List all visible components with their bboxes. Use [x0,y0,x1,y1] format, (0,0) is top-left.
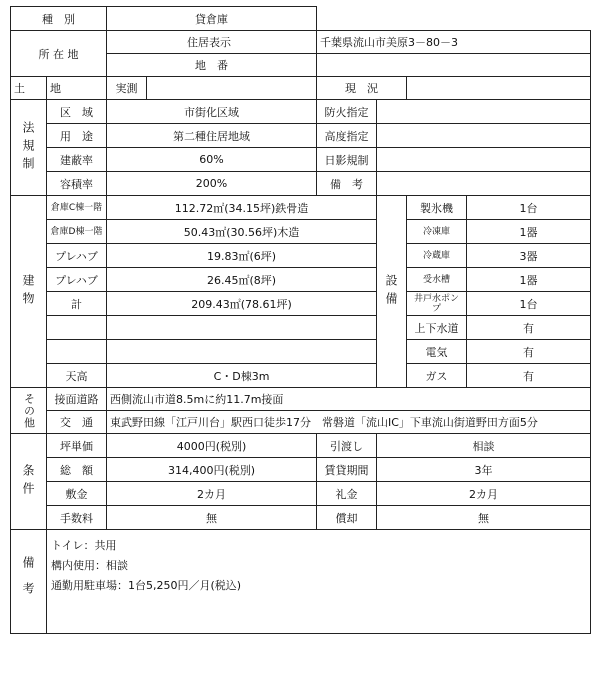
lot-value [317,54,591,77]
notes-line: 構内使用：相談 [51,559,128,572]
equipment-name: ガス [407,364,467,388]
equipment-label: 設備 [377,196,407,388]
traffic-label: 交 通 [47,411,107,434]
amortization-value: 無 [377,506,591,530]
building-row-name: プレハブ [47,244,107,268]
building-row-value: 19.83㎡(6坪) [107,244,377,268]
property-table [10,6,591,634]
use-value: 第二種住居地域 [107,124,317,148]
height-label: 高度指定 [317,124,377,148]
zone-value: 市街化区域 [107,100,317,124]
equipment-value: 1台 [467,196,591,220]
equipment-name: 電気 [407,340,467,364]
address-value: 千葉県流山市美原3－80－3 [317,31,591,54]
building-row-value: 50.43㎡(30.56坪)木造 [107,220,377,244]
notes-line: 通勤用駐車場：1台5,250円／月(税込) [51,579,242,592]
equipment-name: 製氷機 [407,196,467,220]
equipment-value: 有 [467,316,591,340]
equipment-value: 1台 [467,292,591,316]
type-label: 種 別 [11,7,107,31]
law-label: 法規制 [11,100,47,196]
equipment-value: 3器 [467,244,591,268]
building-row-value [107,316,377,340]
building-row-value: 209.43㎡(78.61坪) [107,292,377,316]
equipment-value: 1器 [467,268,591,292]
unit-price-value: 4000円(税別) [107,434,317,458]
other-label: その他 [11,388,47,434]
lot-label: 地 番 [107,54,317,77]
building-row-name [47,316,107,340]
use-label: 用 途 [47,124,107,148]
equipment-value: 1器 [467,220,591,244]
fire-label: 防火指定 [317,100,377,124]
key-money-value: 2カ月 [377,482,591,506]
property-sheet [10,6,590,672]
building-row-value: 26.45㎡(8坪) [107,268,377,292]
building-row-value: 112.72㎡(34.15坪)鉄骨造 [107,196,377,220]
type-blank [317,7,591,31]
equipment-name: 井戸水ポンプ [407,292,467,316]
building-label: 建物 [11,196,47,388]
shadow-label: 日影規制 [317,148,377,172]
coverage-value: 60% [107,148,317,172]
zone-label: 区 域 [47,100,107,124]
unit-price-label: 坪単価 [47,434,107,458]
equipment-name: 上下水道 [407,316,467,340]
land-sub: 地 [47,77,107,100]
equipment-name: 受水槽 [407,268,467,292]
far-value: 200% [107,172,317,196]
deposit-value: 2カ月 [107,482,317,506]
notes-content [47,530,591,634]
building-row-name: 計 [47,292,107,316]
handover-label: 引渡し [317,434,377,458]
shadow-value [377,148,591,172]
equipment-value: 有 [467,364,591,388]
amortization-label: 償却 [317,506,377,530]
location-label: 所 在 地 [11,31,107,77]
status-value [407,77,591,100]
measured-value [147,77,317,100]
equipment-name: 冷蔵庫 [407,244,467,268]
type-value: 貸倉庫 [107,7,317,31]
far-label: 容積率 [47,172,107,196]
address-label: 住居表示 [107,31,317,54]
remarks-value [377,172,591,196]
key-money-label: 礼金 [317,482,377,506]
coverage-label: 建蔽率 [47,148,107,172]
building-row-value [107,340,377,364]
period-value: 3年 [377,458,591,482]
building-row-name: 倉庫C棟一階 [47,196,107,220]
height-value [377,124,591,148]
handover-value: 相談 [377,434,591,458]
notes-label: 備考 [11,530,47,634]
equipment-name: 冷凍庫 [407,220,467,244]
ceiling-height-value: C・D棟3m [107,364,377,388]
remarks-label: 備 考 [317,172,377,196]
building-row-name: プレハブ [47,268,107,292]
total-label: 総 額 [47,458,107,482]
land-label: 土 [11,77,47,100]
measured-label: 実測 [107,77,147,100]
period-label: 賃貸期間 [317,458,377,482]
status-label: 現 況 [317,77,407,100]
equipment-value: 有 [467,340,591,364]
fire-value [377,100,591,124]
deposit-label: 敷金 [47,482,107,506]
conditions-label: 条件 [11,434,47,530]
traffic-value: 東武野田線「江戸川台」駅西口徒歩17分 常磐道「流山IC」下車流山街道野田方面5分 [107,411,591,434]
building-row-name: 倉庫D棟一階 [47,220,107,244]
ceiling-height-label: 天高 [47,364,107,388]
fee-value: 無 [107,506,317,530]
total-value: 314,400円(税別) [107,458,317,482]
notes-line: トイレ：共用 [51,539,117,552]
road-label: 接面道路 [47,388,107,411]
building-row-name [47,340,107,364]
fee-label: 手数料 [47,506,107,530]
road-value: 西側流山市道8.5mに約11.7m接面 [107,388,591,411]
